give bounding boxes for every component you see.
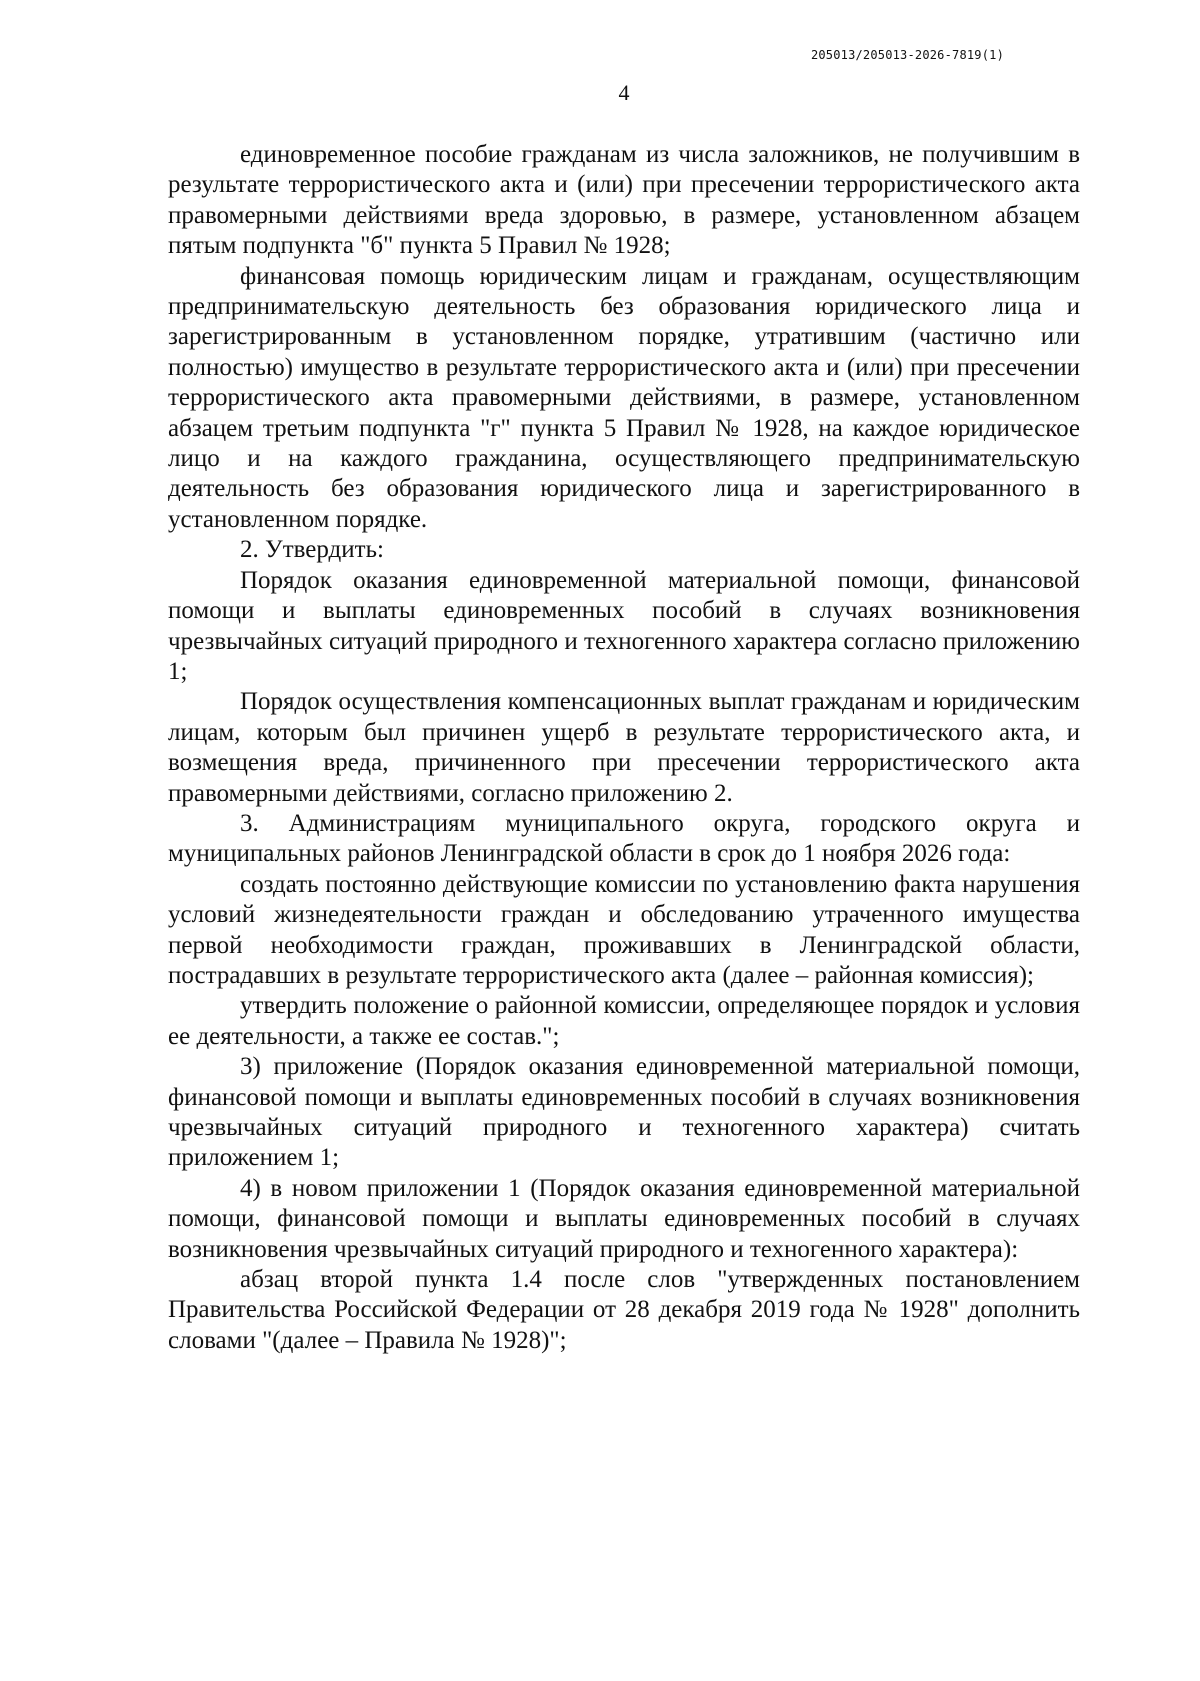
document-body	[168, 140, 1080, 1356]
paragraph: 2. Утвердить:	[240, 536, 384, 564]
paragraph: финансовая помощь юридическим лицам и гражданам, осуществляющим предпринимательскую деятельность без образования юридического лица и зарегистрированным в установленном порядке, утратившим (частично или полностью) имущество в результате террористического акта и (или) при пресечении террористического акта правомерными действиями, в размере, установленном абзацем третьим подпункта "г" пункта 5 Правил № 1928, на каждое юридическое лицо и на каждого гражданина, осуществляющего предпринимательскую деятельность без образования юридического лица и зарегистрированного в установленном порядке.	[168, 262, 1080, 533]
paragraph: абзац второй пункта 1.4 после слов "утвержденных постановлением Правительства Российской Федерации от 28 декабря 2019 года № 1928" дополнить словами "(далее – Правила № 1928)";	[168, 1266, 1080, 1354]
paragraph: 4) в новом приложении 1 (Порядок оказания единовременной материальной помощи, финансовой помощи и выплаты единовременных пособий в случаях возникновения чрезвычайных ситуаций природного и техногенного характера):	[168, 1174, 1080, 1263]
paragraph: утвердить положение о районной комиссии, определяющее порядок и условия ее деятельности, а также ее состав.";	[168, 992, 1080, 1050]
paragraph: Порядок осуществления компенсационных выплат гражданам и юридическим лицам, которым был причинен ущерб в результате террористического акта, и возмещения вреда, причиненного при пресечении террористического акта правомерными действиями, согласно приложению 2.	[168, 688, 1080, 807]
paragraph: создать постоянно действующие комиссии по установлению факта нарушения условий жизнедеятельности граждан и обследованию утраченного имущества первой необходимости граждан, проживавших в Ленинградской области, пострадавших в результате террористического акта (далее – районная комиссия);	[168, 870, 1080, 989]
paragraph: 3. Администрациям муниципального округа, городского округа и муниципальных районов Ленинградской области в срок до 1 ноября 2026 года:	[168, 809, 1080, 868]
paragraph: 3) приложение (Порядок оказания единовременной материальной помощи, финансовой помощи и выплаты единовременных пособий в случаях возникновения чрезвычайных ситуаций природного и техногенного характера) считать приложением 1;	[168, 1053, 1080, 1172]
page-number: 4	[618, 80, 630, 105]
paragraph: Порядок оказания единовременной материальной помощи, финансовой помощи и выплаты единовременных пособий в случаях возникновения чрезвычайных ситуаций природного и техногенного характера согласно приложению 1;	[168, 566, 1080, 685]
paragraph: единовременное пособие гражданам из числа заложников, не получившим в результате террористического акта и (или) при пресечении террористического акта правомерными действиями вреда здоровью, в размере, установленном абзацем пятым подпункта "б" пункта 5 Правил № 1928;	[168, 141, 1080, 260]
document-id: 205013/205013-2026-7819(1)	[810, 48, 1004, 62]
